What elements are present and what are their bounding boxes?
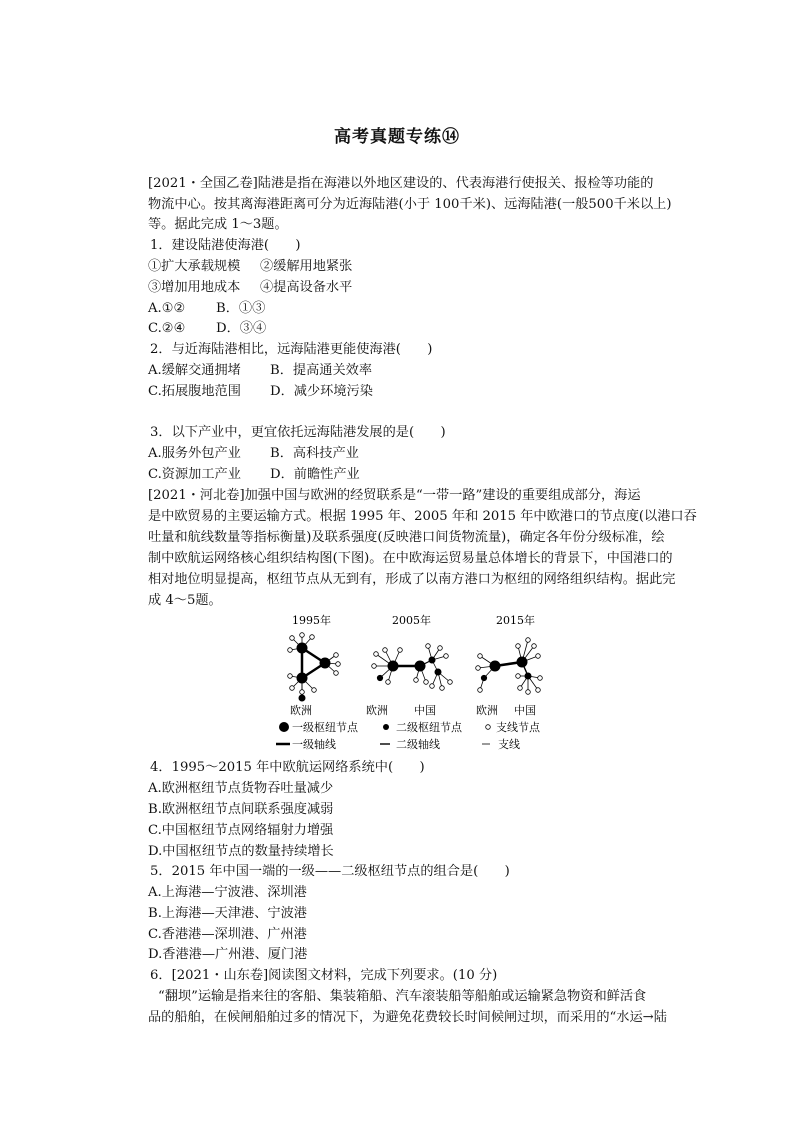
- q1-item-1: ①扩大承载规模: [148, 259, 241, 274]
- q2-option-c: C.拓展腹地范围: [148, 384, 241, 399]
- q4-stem: 4．1995～2015 年中欧航运网络系统中( ): [150, 760, 425, 775]
- q3-option-b: B．高科技产业: [270, 446, 359, 461]
- q3-option-d: D．前瞻性产业: [270, 467, 360, 482]
- q6-stem: 6．[2021・山东卷]阅读图文材料，完成下列要求。(10 分): [150, 968, 498, 983]
- q1-option-b: B．①③: [216, 301, 266, 316]
- year-label-1995: 1995年: [292, 614, 331, 627]
- intro-line-1: [2021・全国乙卷]陆港是指在海港以外地区建设的、代表海港行使报关、报检等功能的: [148, 176, 654, 191]
- q4-option-b: B.欧洲枢纽节点间联系强度减弱: [148, 802, 334, 817]
- year-label-2015: 2015年: [496, 614, 535, 627]
- network-2015: [476, 638, 543, 695]
- q3-option-a: A.服务外包产业: [148, 446, 241, 461]
- legend-level2-node: 二级枢纽节点: [396, 721, 462, 734]
- intro-line-3: 等。据此完成 1～3题。: [148, 217, 288, 232]
- q1-item-2: ②缓解用地紧张: [260, 259, 353, 274]
- intro2-line-6: 成 4～5题。: [148, 593, 222, 608]
- intro2-line-1: [2021・河北卷]加强中国与欧洲的经贸联系是“一带一路”建设的重要组成部分，海运: [148, 488, 641, 503]
- legend-branch-line: 支线: [498, 738, 520, 751]
- q6-line-1: “翻坝”运输是指来往的客船、集装箱船、汽车滚装船等船舶或运输紧急物资和鲜活食: [158, 989, 647, 1004]
- network-2005: [372, 644, 453, 691]
- label-cn-2005: 中国: [414, 704, 436, 717]
- q5-option-a: A.上海港—宁波港、深圳港: [148, 885, 307, 900]
- legend-branch-node: 支线节点: [496, 721, 540, 734]
- intro2-line-4: 制中欧航运网络核心组织结构图(下图)。在中欧海运贸易量总体增长的背景下，中国港口的: [148, 551, 673, 566]
- q3-option-c: C.资源加工产业: [148, 467, 241, 482]
- q2-stem: 2．与近海陆港相比，远海陆港更能使海港( ): [150, 342, 433, 357]
- q1-stem: 1．建设陆港使海港( ): [150, 238, 301, 253]
- network-structure-figure: [270, 610, 560, 760]
- q3-stem: 3．以下产业中，更宜依托远海陆港发展的是( ): [150, 425, 446, 440]
- intro2-line-3: 吐量和航线数量等指标衡量)及联系强度(反映港口间货物流量)，确定各年份分级标准，绘: [148, 530, 665, 545]
- network-1995: [288, 633, 341, 701]
- year-label-2005: 2005年: [392, 614, 431, 627]
- label-eu-2005: 欧洲: [366, 704, 388, 717]
- q1-option-c: C.②④: [148, 321, 186, 336]
- intro-line-2: 物流中心。按其离海港距离可分为近海陆港(小于 100千米)、远海陆港(一般500千米以上): [148, 197, 672, 212]
- q4-option-c: C.中国枢纽节点网络辐射力增强: [148, 823, 334, 838]
- q4-option-d: D.中国枢纽节点的数量持续增长: [148, 844, 334, 859]
- q6-line-2: 品的船舶，在候闸船舶过多的情况下，为避免花费较长时间候闸过坝，而采用的“水运→陆: [148, 1010, 667, 1025]
- q2-option-a: A.缓解交通拥堵: [148, 363, 241, 378]
- q5-option-b: B.上海港—天津港、宁波港: [148, 906, 307, 921]
- intro2-line-2: 是中欧贸易的主要运输方式。根据 1995 年、2005 年和 2015 年中欧港口的节点度(以港口吞: [148, 509, 697, 524]
- q1-option-a: A.①②: [148, 301, 186, 316]
- label-eu-2015: 欧洲: [476, 704, 498, 717]
- q1-item-4: ④提高设备水平: [260, 280, 353, 295]
- q1-option-d: D．③④: [216, 321, 267, 336]
- label-eu-1995: 欧洲: [290, 704, 312, 717]
- q5-stem: 5．2015 年中国一端的一级——二级枢纽节点的组合是( ): [150, 864, 510, 879]
- legend-level2-axis: 二级轴线: [396, 738, 440, 751]
- q4-option-a: A.欧洲枢纽节点货物吞吐量减少: [148, 781, 334, 796]
- q5-option-c: C.香港港—深圳港、广州港: [148, 927, 307, 942]
- q5-option-d: D.香港港—广州港、厦门港: [148, 947, 308, 962]
- label-cn-2015: 中国: [514, 704, 536, 717]
- legend-level1-node: 一级枢纽节点: [292, 721, 358, 734]
- page-title: 高考真题专练⑭: [334, 127, 460, 147]
- q2-option-d: D．减少环境污染: [270, 384, 373, 399]
- legend-level1-axis: 一级轴线: [292, 738, 336, 751]
- q2-option-b: B．提高通关效率: [270, 363, 373, 378]
- q1-item-3: ③增加用地成本: [148, 280, 241, 295]
- intro2-line-5: 相对地位明显提高，枢纽节点从无到有，形成了以南方港口为枢纽的网络组织结构。据此完: [148, 572, 676, 587]
- legend: [276, 720, 541, 751]
